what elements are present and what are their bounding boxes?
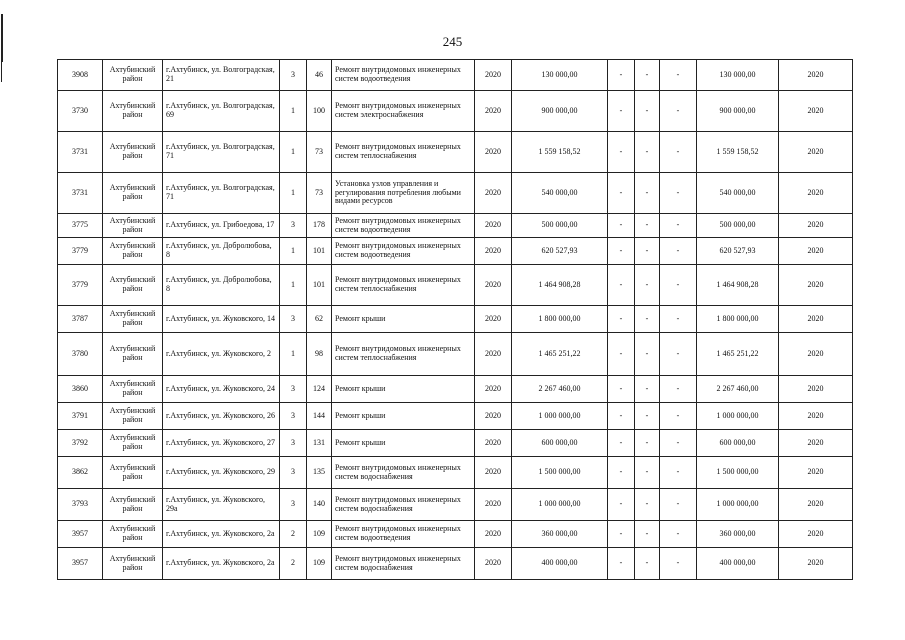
year-cell: 2020 [475, 173, 512, 214]
work-type-cell: Ремонт крыши [332, 376, 475, 403]
total-cell: 2 267 460,00 [697, 376, 779, 403]
unit-count-cell: 100 [307, 91, 332, 132]
address-cell: г.Ахтубинск, ул. Жуковского, 14 [163, 306, 280, 333]
dash-cell: - [608, 214, 635, 238]
dash-cell: - [635, 376, 660, 403]
dash-cell: - [608, 306, 635, 333]
section-count-cell: 3 [280, 214, 307, 238]
total-cell: 500 000,00 [697, 214, 779, 238]
year-cell: 2020 [475, 521, 512, 548]
amount-cell: 400 000,00 [512, 548, 608, 580]
unit-count-cell: 101 [307, 238, 332, 265]
unit-count-cell: 144 [307, 403, 332, 430]
unit-count-cell: 135 [307, 457, 332, 489]
address-cell: г.Ахтубинск, ул. Добролюбова, 8 [163, 238, 280, 265]
work-type-cell: Ремонт внутридомовых инженерных систем теплоснабжения [332, 333, 475, 376]
completion-year-cell: 2020 [779, 60, 853, 91]
year-cell: 2020 [475, 333, 512, 376]
section-count-cell: 1 [280, 333, 307, 376]
address-cell: г.Ахтубинск, ул. Жуковского, 26 [163, 403, 280, 430]
dash-cell: - [608, 265, 635, 306]
work-type-cell: Ремонт внутридомовых инженерных систем водоотведения [332, 238, 475, 265]
amount-cell: 360 000,00 [512, 521, 608, 548]
amount-cell: 130 000,00 [512, 60, 608, 91]
work-type-cell: Ремонт крыши [332, 306, 475, 333]
address-cell: г.Ахтубинск, ул. Добролюбова, 8 [163, 265, 280, 306]
dash-cell: - [660, 548, 697, 580]
amount-cell: 500 000,00 [512, 214, 608, 238]
unit-count-cell: 73 [307, 173, 332, 214]
row-id-cell: 3908 [58, 60, 103, 91]
address-cell: г.Ахтубинск, ул. Жуковского, 2а [163, 548, 280, 580]
table-row [58, 306, 853, 333]
work-type-cell: Установка узлов управления и регулирования потребления любыми видами ресурсов [332, 173, 475, 214]
work-type-cell: Ремонт внутридомовых инженерных систем водоотведения [332, 521, 475, 548]
dash-cell: - [608, 238, 635, 265]
year-cell: 2020 [475, 91, 512, 132]
section-count-cell: 2 [280, 548, 307, 580]
table-row [58, 333, 853, 376]
row-id-cell: 3957 [58, 548, 103, 580]
dash-cell: - [608, 489, 635, 521]
work-type-cell: Ремонт внутридомовых инженерных систем водоснабжения [332, 548, 475, 580]
completion-year-cell: 2020 [779, 91, 853, 132]
total-cell: 360 000,00 [697, 521, 779, 548]
table-row [58, 173, 853, 214]
row-id-cell: 3862 [58, 457, 103, 489]
row-id-cell: 3792 [58, 430, 103, 457]
dash-cell: - [635, 403, 660, 430]
dash-cell: - [635, 132, 660, 173]
scan-edge-mark [1, 62, 2, 82]
dash-cell: - [635, 265, 660, 306]
address-cell: г.Ахтубинск, ул. Жуковского, 24 [163, 376, 280, 403]
dash-cell: - [635, 306, 660, 333]
dash-cell: - [635, 521, 660, 548]
dash-cell: - [608, 521, 635, 548]
district-cell: Ахтубинский район [103, 548, 163, 580]
table-row [58, 403, 853, 430]
work-type-cell: Ремонт внутридомовых инженерных систем теплоснабжения [332, 265, 475, 306]
year-cell: 2020 [475, 238, 512, 265]
dash-cell: - [660, 238, 697, 265]
dash-cell: - [635, 430, 660, 457]
dash-cell: - [660, 306, 697, 333]
row-id-cell: 3957 [58, 521, 103, 548]
table-row [58, 91, 853, 132]
dash-cell: - [660, 333, 697, 376]
completion-year-cell: 2020 [779, 306, 853, 333]
table-row [58, 521, 853, 548]
dash-cell: - [635, 238, 660, 265]
dash-cell: - [660, 173, 697, 214]
completion-year-cell: 2020 [779, 173, 853, 214]
work-type-cell: Ремонт крыши [332, 430, 475, 457]
row-id-cell: 3780 [58, 333, 103, 376]
year-cell: 2020 [475, 457, 512, 489]
page-number: 245 [442, 34, 463, 49]
dash-cell: - [608, 376, 635, 403]
total-cell: 620 527,93 [697, 238, 779, 265]
row-id-cell: 3779 [58, 265, 103, 306]
table-row [58, 132, 853, 173]
table-row [58, 430, 853, 457]
total-cell: 1 000 000,00 [697, 489, 779, 521]
unit-count-cell: 140 [307, 489, 332, 521]
district-cell: Ахтубинский район [103, 306, 163, 333]
amount-cell: 1 464 908,28 [512, 265, 608, 306]
completion-year-cell: 2020 [779, 333, 853, 376]
completion-year-cell: 2020 [779, 430, 853, 457]
row-id-cell: 3779 [58, 238, 103, 265]
year-cell: 2020 [475, 376, 512, 403]
dash-cell: - [635, 173, 660, 214]
dash-cell: - [660, 430, 697, 457]
total-cell: 1 800 000,00 [697, 306, 779, 333]
dash-cell: - [608, 132, 635, 173]
amount-cell: 620 527,93 [512, 238, 608, 265]
section-count-cell: 3 [280, 306, 307, 333]
address-cell: г.Ахтубинск, ул. Волгоградская, 71 [163, 173, 280, 214]
row-id-cell: 3730 [58, 91, 103, 132]
dash-cell: - [660, 265, 697, 306]
year-cell: 2020 [475, 489, 512, 521]
amount-cell: 1 800 000,00 [512, 306, 608, 333]
district-cell: Ахтубинский район [103, 173, 163, 214]
unit-count-cell: 98 [307, 333, 332, 376]
dash-cell: - [608, 457, 635, 489]
total-cell: 1 465 251,22 [697, 333, 779, 376]
work-type-cell: Ремонт внутридомовых инженерных систем водоснабжения [332, 457, 475, 489]
address-cell: г.Ахтубинск, ул. Жуковского, 2 [163, 333, 280, 376]
section-count-cell: 1 [280, 91, 307, 132]
total-cell: 600 000,00 [697, 430, 779, 457]
work-type-cell: Ремонт внутридомовых инженерных систем водоснабжения [332, 489, 475, 521]
address-cell: г.Ахтубинск, ул. Жуковского, 29 [163, 457, 280, 489]
completion-year-cell: 2020 [779, 548, 853, 580]
dash-cell: - [660, 521, 697, 548]
section-count-cell: 1 [280, 265, 307, 306]
dash-cell: - [608, 548, 635, 580]
completion-year-cell: 2020 [779, 214, 853, 238]
dash-cell: - [635, 548, 660, 580]
total-cell: 1 464 908,28 [697, 265, 779, 306]
unit-count-cell: 124 [307, 376, 332, 403]
unit-count-cell: 178 [307, 214, 332, 238]
section-count-cell: 3 [280, 489, 307, 521]
section-count-cell: 1 [280, 238, 307, 265]
year-cell: 2020 [475, 60, 512, 91]
table-row [58, 238, 853, 265]
section-count-cell: 3 [280, 403, 307, 430]
district-cell: Ахтубинский район [103, 489, 163, 521]
district-cell: Ахтубинский район [103, 376, 163, 403]
district-cell: Ахтубинский район [103, 521, 163, 548]
completion-year-cell: 2020 [779, 238, 853, 265]
amount-cell: 1 000 000,00 [512, 489, 608, 521]
amount-cell: 2 267 460,00 [512, 376, 608, 403]
section-count-cell: 1 [280, 132, 307, 173]
dash-cell: - [635, 60, 660, 91]
total-cell: 400 000,00 [697, 548, 779, 580]
unit-count-cell: 101 [307, 265, 332, 306]
section-count-cell: 2 [280, 521, 307, 548]
table-row [58, 548, 853, 580]
amount-cell: 1 500 000,00 [512, 457, 608, 489]
unit-count-cell: 73 [307, 132, 332, 173]
district-cell: Ахтубинский район [103, 403, 163, 430]
total-cell: 130 000,00 [697, 60, 779, 91]
year-cell: 2020 [475, 265, 512, 306]
amount-cell: 1 000 000,00 [512, 403, 608, 430]
total-cell: 1 500 000,00 [697, 457, 779, 489]
dash-cell: - [635, 214, 660, 238]
amount-cell: 900 000,00 [512, 91, 608, 132]
dash-cell: - [660, 489, 697, 521]
district-cell: Ахтубинский район [103, 457, 163, 489]
dash-cell: - [660, 132, 697, 173]
table-row [58, 265, 853, 306]
year-cell: 2020 [475, 214, 512, 238]
row-id-cell: 3791 [58, 403, 103, 430]
address-cell: г.Ахтубинск, ул. Жуковского, 27 [163, 430, 280, 457]
address-cell: г.Ахтубинск, ул. Грибоедова, 17 [163, 214, 280, 238]
amount-cell: 1 465 251,22 [512, 333, 608, 376]
unit-count-cell: 109 [307, 521, 332, 548]
year-cell: 2020 [475, 403, 512, 430]
dash-cell: - [635, 333, 660, 376]
row-id-cell: 3731 [58, 173, 103, 214]
address-cell: г.Ахтубинск, ул. Волгоградская, 71 [163, 132, 280, 173]
completion-year-cell: 2020 [779, 376, 853, 403]
district-cell: Ахтубинский район [103, 265, 163, 306]
dash-cell: - [660, 457, 697, 489]
section-count-cell: 3 [280, 457, 307, 489]
total-cell: 540 000,00 [697, 173, 779, 214]
dash-cell: - [660, 214, 697, 238]
work-type-cell: Ремонт крыши [332, 403, 475, 430]
table-row [58, 376, 853, 403]
dash-cell: - [608, 60, 635, 91]
completion-year-cell: 2020 [779, 132, 853, 173]
dash-cell: - [660, 91, 697, 132]
section-count-cell: 3 [280, 430, 307, 457]
row-id-cell: 3860 [58, 376, 103, 403]
dash-cell: - [635, 91, 660, 132]
dash-cell: - [608, 333, 635, 376]
dash-cell: - [660, 60, 697, 91]
dash-cell: - [608, 403, 635, 430]
district-cell: Ахтубинский район [103, 60, 163, 91]
completion-year-cell: 2020 [779, 403, 853, 430]
year-cell: 2020 [475, 132, 512, 173]
dash-cell: - [635, 457, 660, 489]
unit-count-cell: 109 [307, 548, 332, 580]
dash-cell: - [660, 403, 697, 430]
address-cell: г.Ахтубинск, ул. Жуковского, 29а [163, 489, 280, 521]
completion-year-cell: 2020 [779, 489, 853, 521]
section-count-cell: 1 [280, 173, 307, 214]
address-cell: г.Ахтубинск, ул. Волгоградская, 21 [163, 60, 280, 91]
unit-count-cell: 131 [307, 430, 332, 457]
district-cell: Ахтубинский район [103, 238, 163, 265]
dash-cell: - [635, 489, 660, 521]
row-id-cell: 3787 [58, 306, 103, 333]
row-id-cell: 3731 [58, 132, 103, 173]
district-cell: Ахтубинский район [103, 91, 163, 132]
dash-cell: - [608, 430, 635, 457]
total-cell: 1 559 158,52 [697, 132, 779, 173]
housing-repair-table [57, 59, 853, 580]
dash-cell: - [608, 91, 635, 132]
district-cell: Ахтубинский район [103, 132, 163, 173]
year-cell: 2020 [475, 548, 512, 580]
work-type-cell: Ремонт внутридомовых инженерных систем теплоснабжения [332, 132, 475, 173]
row-id-cell: 3793 [58, 489, 103, 521]
row-id-cell: 3775 [58, 214, 103, 238]
table-row [58, 214, 853, 238]
total-cell: 1 000 000,00 [697, 403, 779, 430]
district-cell: Ахтубинский район [103, 430, 163, 457]
work-type-cell: Ремонт внутридомовых инженерных систем электроснабжения [332, 91, 475, 132]
section-count-cell: 3 [280, 376, 307, 403]
unit-count-cell: 46 [307, 60, 332, 91]
table-row [58, 489, 853, 521]
completion-year-cell: 2020 [779, 457, 853, 489]
section-count-cell: 3 [280, 60, 307, 91]
unit-count-cell: 62 [307, 306, 332, 333]
address-cell: г.Ахтубинск, ул. Волгоградская, 69 [163, 91, 280, 132]
year-cell: 2020 [475, 430, 512, 457]
table-row [58, 457, 853, 489]
dash-cell: - [660, 376, 697, 403]
completion-year-cell: 2020 [779, 521, 853, 548]
total-cell: 900 000,00 [697, 91, 779, 132]
district-cell: Ахтубинский район [103, 333, 163, 376]
completion-year-cell: 2020 [779, 265, 853, 306]
amount-cell: 1 559 158,52 [512, 132, 608, 173]
dash-cell: - [608, 173, 635, 214]
work-type-cell: Ремонт внутридомовых инженерных систем водоотведения [332, 214, 475, 238]
year-cell: 2020 [475, 306, 512, 333]
district-cell: Ахтубинский район [103, 214, 163, 238]
table-row [58, 60, 853, 91]
amount-cell: 600 000,00 [512, 430, 608, 457]
address-cell: г.Ахтубинск, ул. Жуковского, 2а [163, 521, 280, 548]
work-type-cell: Ремонт внутридомовых инженерных систем водоотведения [332, 60, 475, 91]
amount-cell: 540 000,00 [512, 173, 608, 214]
